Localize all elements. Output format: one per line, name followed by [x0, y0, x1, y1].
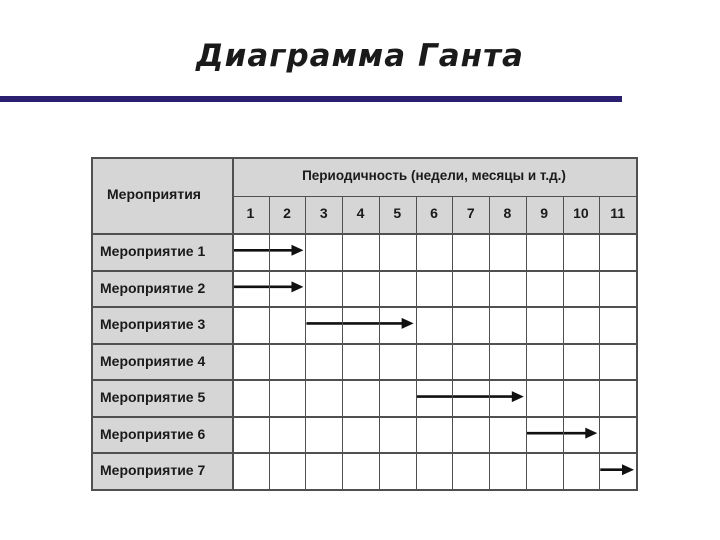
period-header: Периодичность (недели, месяцы и т.д.): [302, 168, 566, 183]
period-number: 4: [356, 205, 365, 221]
gantt-bar-arrowhead: [291, 281, 303, 292]
title-underline: [0, 96, 622, 102]
activity-label: Мероприятие 4: [100, 352, 206, 369]
period-number: 2: [283, 205, 291, 221]
activity-label: Мероприятие 2: [100, 279, 206, 296]
gantt-bar-arrowhead: [402, 318, 414, 329]
period-number: 8: [503, 205, 512, 221]
activity-label: Мероприятие 5: [100, 389, 206, 406]
period-number: 10: [573, 205, 589, 221]
gantt-bar-arrowhead: [512, 391, 524, 402]
period-number: 5: [393, 205, 402, 221]
gantt-bar-arrowhead: [585, 428, 597, 439]
period-number: 9: [540, 205, 549, 221]
activity-label: Мероприятие 3: [100, 316, 206, 333]
period-number: 6: [430, 205, 438, 221]
header-bottom-rule: [93, 233, 636, 235]
activity-row-line: [93, 270, 636, 272]
gantt-bar-arrowhead: [291, 245, 303, 256]
activity-row-line: [93, 452, 636, 454]
activity-label: Мероприятие 1: [100, 243, 206, 259]
slide-title: Диаграмма Ганта: [196, 38, 524, 74]
gantt-bar-arrowhead: [622, 464, 634, 475]
activity-row-line: [93, 416, 636, 418]
activity-row-line: [93, 343, 636, 345]
period-number: 1: [246, 205, 255, 221]
activity-label: Мероприятие 6: [100, 425, 206, 442]
period-number: 7: [466, 205, 475, 221]
gantt-chart-table: [91, 157, 638, 491]
activity-label: Мероприятие 7: [100, 462, 206, 479]
period-number: 11: [610, 205, 626, 221]
activity-row-line: [93, 379, 636, 381]
activities-column-header: Мероприятия: [107, 186, 201, 202]
period-number: 3: [319, 205, 328, 221]
period-header-divider: [232, 196, 636, 197]
activity-row-line: [93, 306, 636, 308]
